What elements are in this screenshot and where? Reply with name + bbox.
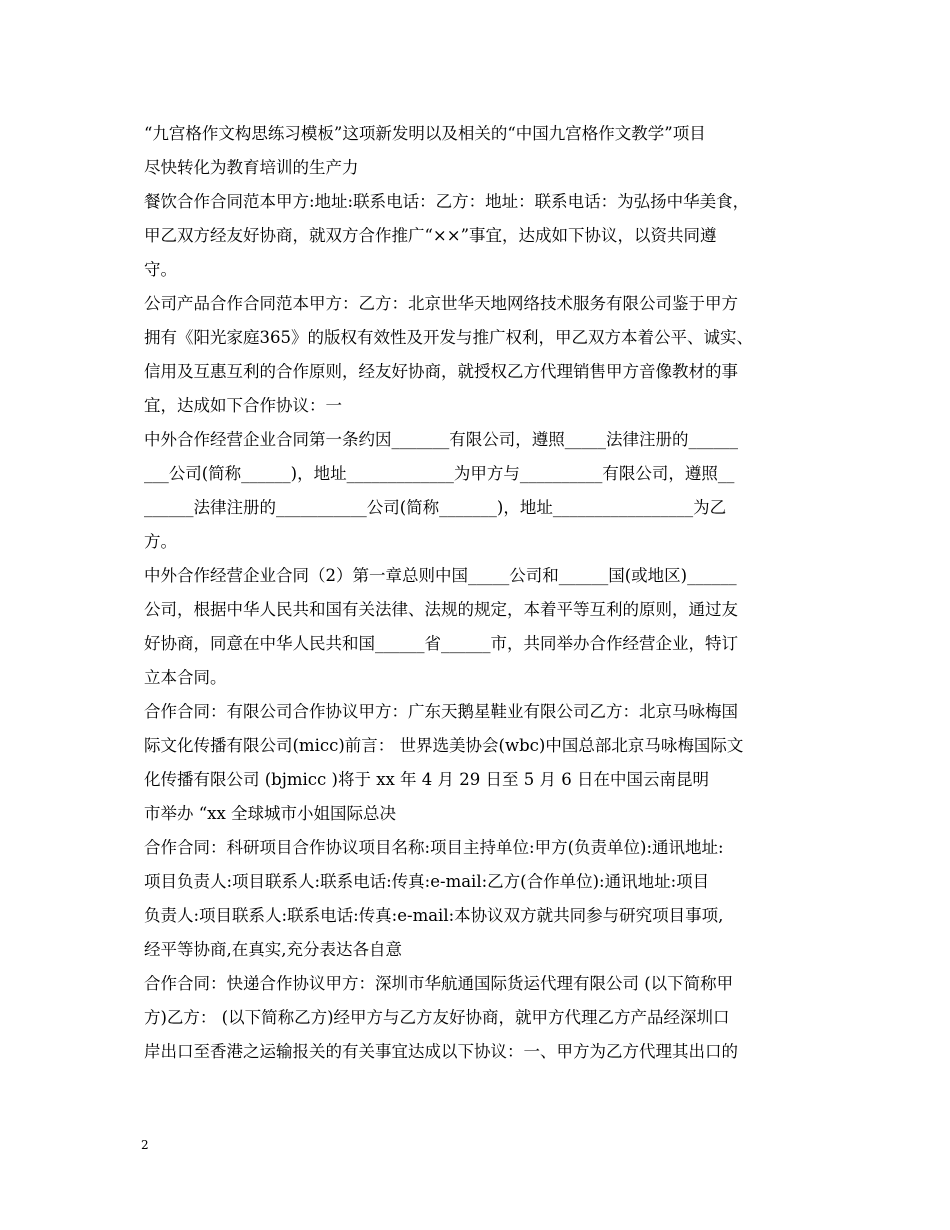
page-number: 2 <box>141 1138 149 1152</box>
text-line: 岸出口至香港之运输报关的有关事宜达成以下协议：一、甲方为乙方代理其出口的 <box>144 1042 738 1061</box>
text-line: 尽快转化为教育培训的生产力 <box>144 158 359 177</box>
text-line: 公司，根据中华人民共和国有关法律、法规的规定，本着平等互利的原则，通过友 <box>144 600 738 619</box>
text-line: 甲乙双方经友好协商，就双方合作推广“××”事宜，达成如下协议，以资共同遵 <box>144 226 717 245</box>
text-line: 市举办 “xx 全球城市小姐国际总决 <box>144 804 397 823</box>
text-line: “九宫格作文构思练习模板”这项新发明以及相关的“中国九宫格作文教学”项目 <box>144 124 706 143</box>
text-line: 中外合作经营企业合同（2）第一章总则中国_____公司和______国(或地区)______ <box>144 566 737 585</box>
text-line: 好协商，同意在中华人民共和国______省______市，共同举办合作经营企业，特订 <box>144 634 738 653</box>
text-line: 拥有《阳光家庭365》的版权有效性及开发与推广权利，甲乙双方本着公平、诚实、 <box>144 328 753 347</box>
text-line: 负责人:项目联系人:联系电话:传真:e-mail:本协议双方就共同参与研究项目事项, <box>144 906 724 925</box>
text-line: 合作合同：科研项目合作协议项目名称:项目主持单位:甲方(负责单位):通讯地址: <box>144 838 724 857</box>
text-line: 信用及互惠互利的合作原则，经友好协商，就授权乙方代理销售甲方音像教材的事 <box>144 362 738 381</box>
text-line: 中外合作经营企业合同第一条约因_______有限公司，遵照_____法律注册的______ <box>144 430 738 449</box>
text-line: 际文化传播有限公司(micc)前言： 世界选美协会(wbc)中国总部北京马咏梅国际文 <box>144 736 744 755</box>
text-line: 化传播有限公司 (bjmicc )将于 xx 年 4 月 29 日至 5 月 6 日在中国云南昆明 <box>144 770 709 789</box>
text-line: 合作合同：快递合作协议甲方：深圳市华航通国际货运代理有限公司 (以下简称甲 <box>144 974 734 993</box>
text-line: 经平等协商,在真实,充分表达各自意 <box>144 940 402 959</box>
text-line: ______法律注册的___________公司(简称_______)，地址_________________为乙 <box>144 498 727 517</box>
text-line: 守。 <box>144 260 177 279</box>
document-body <box>144 117 819 1069</box>
text-line: 立本合同。 <box>144 668 227 687</box>
text-line: 餐饮合作合同范本甲方:地址:联系电话：乙方：地址：联系电话：为弘扬中华美食， <box>144 192 750 211</box>
text-line: 公司产品合作合同范本甲方：乙方：北京世华天地网络技术服务有限公司鉴于甲方 <box>144 294 738 313</box>
text-line: 方。 <box>144 532 177 551</box>
text-line: 宜，达成如下合作协议：一 <box>144 396 342 415</box>
text-line: 方)乙方： (以下简称乙方)经甲方与乙方友好协商，就甲方代理乙方产品经深圳口 <box>144 1008 730 1027</box>
text-line: 合作合同：有限公司合作协议甲方：广东天鹅星鞋业有限公司乙方：北京马咏梅国 <box>144 702 738 721</box>
text-line: ___公司(简称______)，地址_____________为甲方与__________有限公司，遵照__ <box>144 464 735 483</box>
text-line: 项目负责人:项目联系人:联系电话:传真:e-mail:乙方(合作单位):通讯地址:项目 <box>144 872 710 891</box>
